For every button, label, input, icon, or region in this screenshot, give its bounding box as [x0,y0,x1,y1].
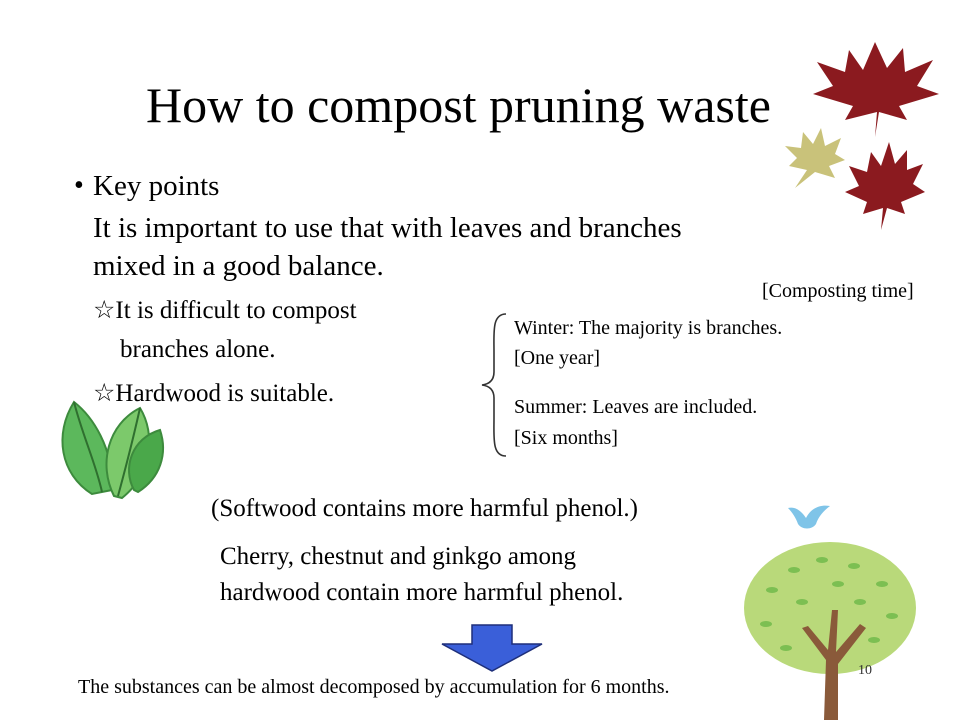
winter-duration: [One year] [514,347,601,369]
star-point-branches [93,295,357,327]
down-arrow-icon [440,624,544,672]
intro-text-line1: It is important to use that with leaves and branches [93,212,682,244]
intro-text-line2: mixed in a good balance. [93,250,384,282]
star-point-branches-line2: branches alone. [120,336,276,363]
page-number: 10 [858,663,872,678]
summer-description: Summer: Leaves are included. [514,396,758,418]
maple-leaf-icon [845,142,925,232]
cherry-note-line1: Cherry, chestnut and ginkgo among [220,543,576,570]
star-icon: ☆ [93,380,116,407]
winter-description: Winter: The majority is branches. [514,317,783,339]
page-title: How to compost pruning waste [146,77,771,133]
star-icon: ☆ [93,297,116,324]
tree-icon [742,540,918,720]
cherry-note-line2: hardwood contain more harmful phenol. [220,579,624,606]
green-leaves-icon [52,394,167,500]
bullet-dot: • [74,170,84,201]
summer-duration: [Six months] [514,427,618,449]
key-points-heading: Key points [93,170,220,202]
star-point-text: Hardwood is suitable. [115,380,335,407]
ginkgo-leaf-icon [785,128,845,190]
softwood-note: (Softwood contains more harmful phenol.) [211,495,638,522]
bird-icon [786,502,832,532]
brace-icon [480,312,510,458]
composting-time-label: [Composting time] [762,280,914,302]
star-point-text: It is difficult to compost [115,297,357,324]
conclusion-text: The substances can be almost decomposed by accumulation for 6 months. [78,676,670,698]
maple-leaf-icon [805,42,945,142]
